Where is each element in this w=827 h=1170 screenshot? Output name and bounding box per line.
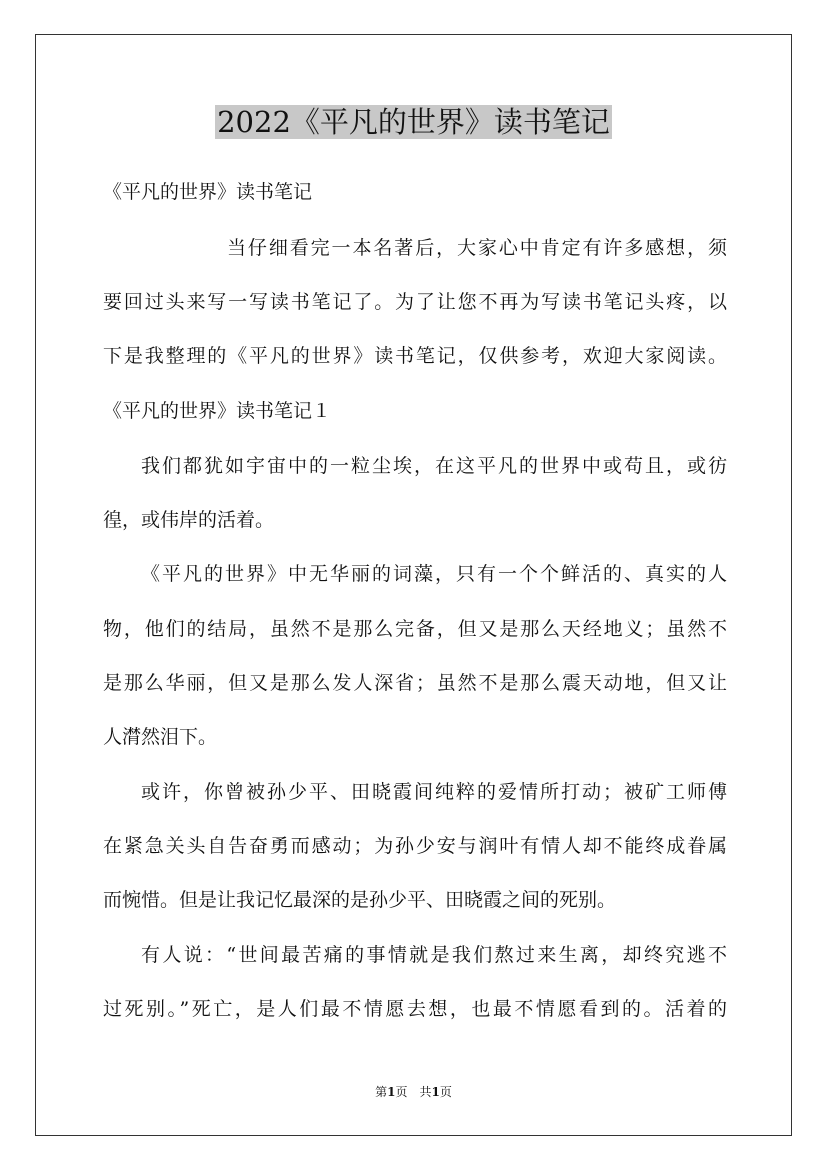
paragraph-line: 有人说：“世间最苦痛的事情就是我们熬过来生离，却终究逃不 xyxy=(141,944,727,966)
paragraph-line: 徨，或伟岸的活着。 xyxy=(103,509,275,531)
footer-mid: 页 共 xyxy=(395,1085,432,1099)
paragraph-line: 过死别。”死亡，是人们最不情愿去想，也最不情愿看到的。活着的 xyxy=(103,998,727,1020)
page-footer xyxy=(0,1083,827,1101)
paragraph-line: 在紧急关头自告奋勇而感动；为孙少安与润叶有情人却不能终成眷属 xyxy=(103,835,727,857)
footer-total-pages: 1 xyxy=(431,1085,440,1099)
footer-prefix: 第 xyxy=(375,1085,388,1099)
paragraph-line: 而惋惜。但是让我记忆最深的是孙少平、田晓霞之间的死别。 xyxy=(103,889,617,911)
paragraph-line: 物，他们的结局，虽然不是那么完备，但又是那么天经地义；虽然不 xyxy=(103,618,727,640)
document-title-text: 2022《平凡的世界》读书笔记 xyxy=(217,105,610,139)
paragraph-line: 人潸然泪下。 xyxy=(103,726,218,748)
paragraph-line: 要回过头来写一写读书笔记了。为了让您不再为写读书笔记头疼，以 xyxy=(103,291,727,313)
paragraph-line: 我们都犹如宇宙中的一粒尘埃，在这平凡的世界中或苟且，或彷 xyxy=(141,455,727,477)
section-heading: 《平凡的世界》读书笔记１ xyxy=(103,400,332,422)
paragraph-line: 是那么华丽，但又是那么发人深省；虽然不是那么震天动地，但又让 xyxy=(103,672,727,694)
paragraph-line: 《平凡的世界》中无华丽的词藻，只有一个个鲜活的、真实的人 xyxy=(141,563,727,585)
paragraph-line: 当仔细看完一本名著后，大家心中肯定有许多感想，须 xyxy=(227,237,727,259)
footer-suffix: 页 xyxy=(439,1085,452,1099)
footer-page-number: 1 xyxy=(387,1085,396,1099)
subtitle-line: 《平凡的世界》读书笔记 xyxy=(103,181,313,203)
document-title xyxy=(0,100,827,144)
paragraph-line: 下是我整理的《平凡的世界》读书笔记，仅供参考，欢迎大家阅读。 xyxy=(103,345,727,367)
paragraph-line: 或许，你曾被孙少平、田晓霞间纯粹的爱情所打动；被矿工师傅 xyxy=(141,781,727,803)
